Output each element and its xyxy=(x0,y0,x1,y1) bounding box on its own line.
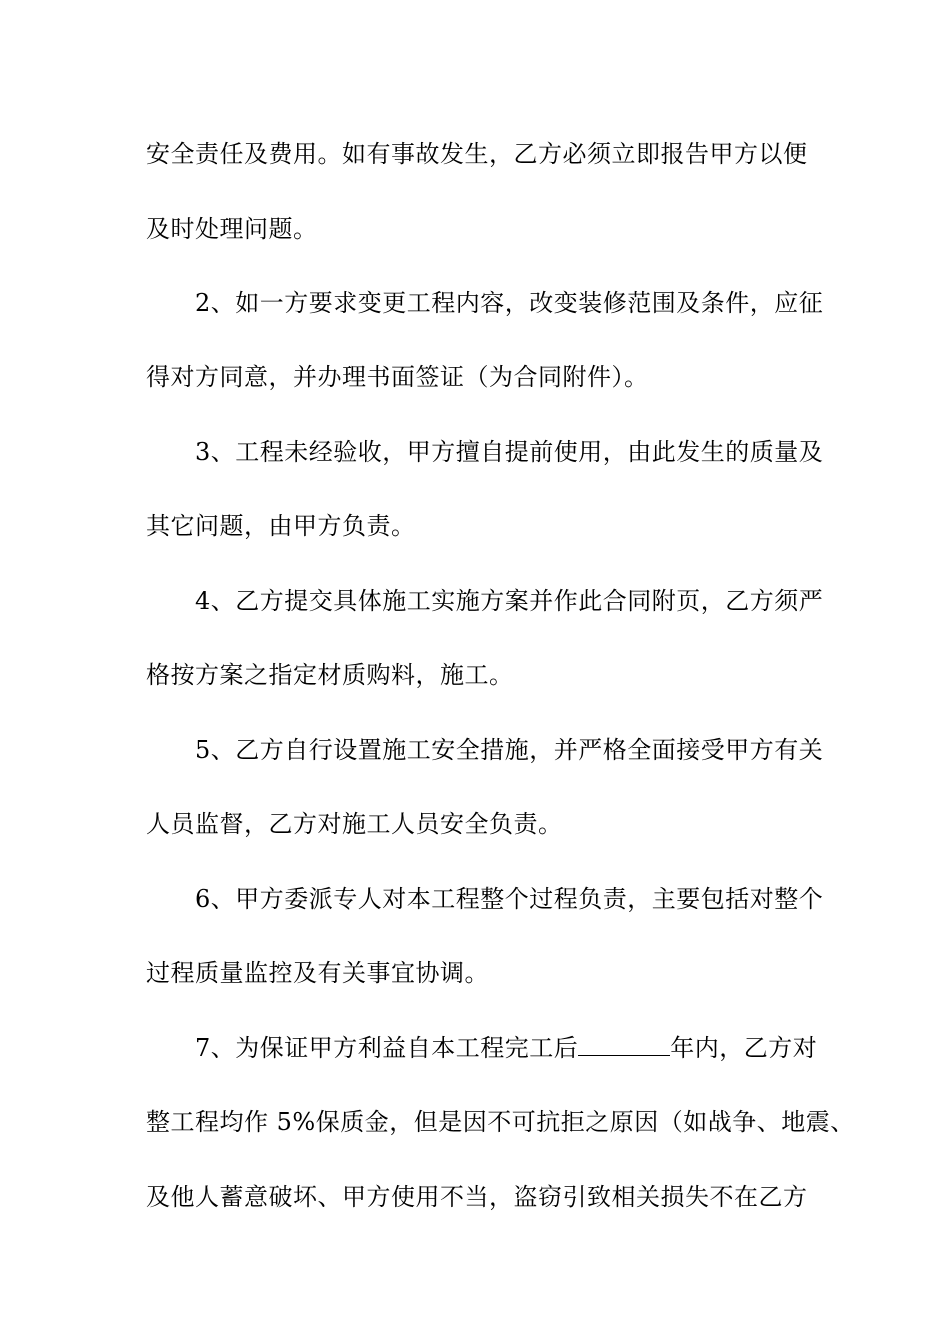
text-line: 及时处理问题。 xyxy=(146,215,318,243)
clause-7-text-after: 年内，乙方对 xyxy=(670,1034,818,1062)
text-line: 过程质量监控及有关事宜协调。 xyxy=(146,959,489,987)
text-line: 及他人蓄意破坏、甲方使用不当，盗窃引致相关损失不在乙方 xyxy=(146,1183,808,1211)
clause-5-line: 5、乙方自行设置施工安全措施，并严格全面接受甲方有关 xyxy=(195,736,824,764)
text-line: 人员监督，乙方对施工人员安全负责。 xyxy=(146,810,563,838)
text-line: 安全责任及费用。如有事故发生，乙方必须立即报告甲方以便 xyxy=(146,140,808,168)
text-line: 其它问题，由甲方负责。 xyxy=(146,512,416,540)
clause-4-line: 4、乙方提交具体施工实施方案并作此合同附页，乙方须严 xyxy=(195,587,824,615)
clause-7-line xyxy=(195,1033,835,1063)
clause-2-line: 2、如一方要求变更工程内容，改变装修范围及条件，应征 xyxy=(195,289,824,317)
clause-6-line: 6、甲方委派专人对本工程整个过程负责，主要包括对整个 xyxy=(195,885,824,913)
text-line: 得对方同意，并办理书面签证（为合同附件）。 xyxy=(146,363,649,391)
text-line: 整工程均作 5%保质金，但是因不可抗拒之原因（如战争、地震、 xyxy=(146,1108,855,1136)
text-line: 格按方案之指定材质购料，施工。 xyxy=(146,661,514,689)
clause-7-text-before: 7、为保证甲方利益自本工程完工后 xyxy=(195,1034,579,1062)
fill-in-blank xyxy=(578,1035,670,1056)
clause-3-line: 3、工程未经验收，甲方擅自提前使用，由此发生的质量及 xyxy=(195,438,824,466)
